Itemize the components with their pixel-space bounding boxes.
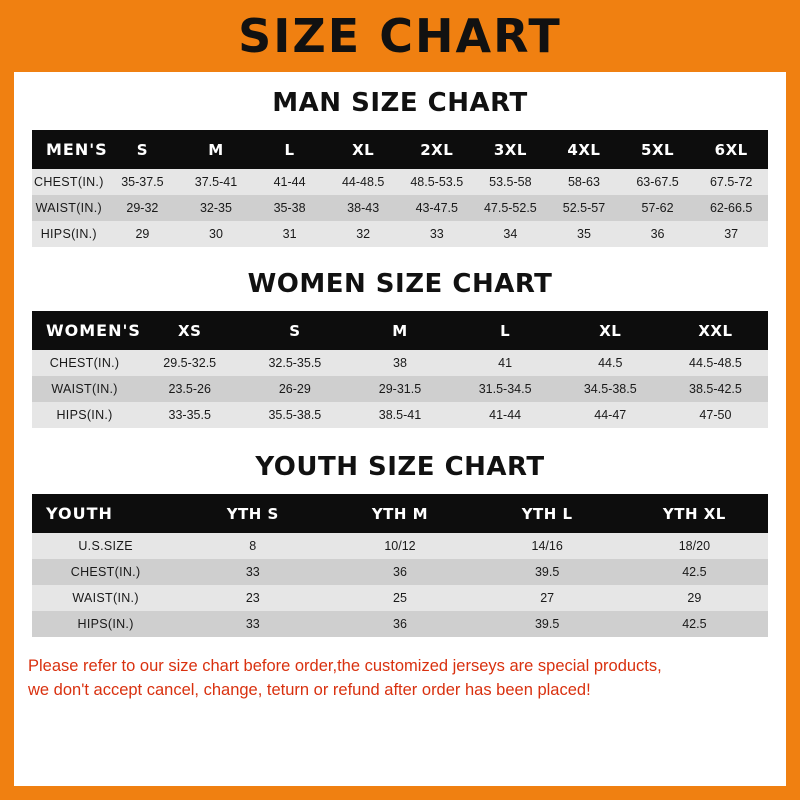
cell: 38 bbox=[347, 350, 452, 376]
row-label: WAIST(IN.) bbox=[32, 585, 179, 611]
table-row bbox=[32, 376, 768, 402]
cell: 36 bbox=[326, 559, 473, 585]
table-header-row bbox=[32, 494, 768, 533]
cell: 35.5-38.5 bbox=[242, 402, 347, 428]
table-row bbox=[32, 350, 768, 376]
cell: 32-35 bbox=[179, 195, 253, 221]
cell: 33-35.5 bbox=[137, 402, 242, 428]
row-label: WAIST(IN.) bbox=[32, 376, 137, 402]
cell: 43-47.5 bbox=[400, 195, 474, 221]
cell: 36 bbox=[621, 221, 695, 247]
cell: 23 bbox=[179, 585, 326, 611]
women-col-header: L bbox=[500, 321, 511, 340]
table-row bbox=[32, 559, 768, 585]
men-col-header: S bbox=[136, 140, 149, 159]
women-size-table bbox=[32, 311, 768, 428]
cell: 39.5 bbox=[474, 559, 621, 585]
cell: 42.5 bbox=[621, 611, 768, 637]
cell: 53.5-58 bbox=[474, 169, 548, 195]
cell: 44-47 bbox=[558, 402, 663, 428]
cell: 29-31.5 bbox=[347, 376, 452, 402]
youth-col-header: YTH S bbox=[226, 504, 279, 523]
cell: 34 bbox=[474, 221, 548, 247]
cell: 41 bbox=[453, 350, 558, 376]
men-size-table bbox=[32, 130, 768, 247]
row-label: CHEST(IN.) bbox=[32, 169, 106, 195]
cell: 33 bbox=[179, 559, 326, 585]
cell: 35 bbox=[547, 221, 621, 247]
men-col-header: 5XL bbox=[641, 140, 675, 159]
youth-col-header: YTH M bbox=[371, 504, 429, 523]
cell: 37.5-41 bbox=[179, 169, 253, 195]
men-section-title: MAN SIZE CHART bbox=[272, 88, 528, 118]
men-col-header: 6XL bbox=[714, 140, 748, 159]
cell: 52.5-57 bbox=[547, 195, 621, 221]
cell: 35-37.5 bbox=[106, 169, 180, 195]
table-row bbox=[32, 195, 768, 221]
cell: 8 bbox=[179, 533, 326, 559]
cell: 10/12 bbox=[326, 533, 473, 559]
cell: 38.5-42.5 bbox=[663, 376, 768, 402]
table-header-row bbox=[32, 311, 768, 350]
cell: 62-66.5 bbox=[694, 195, 768, 221]
men-col-header: 3XL bbox=[493, 140, 527, 159]
banner bbox=[0, 0, 800, 72]
cell: 47-50 bbox=[663, 402, 768, 428]
row-label: U.S.SIZE bbox=[32, 533, 179, 559]
table-header-row bbox=[32, 130, 768, 169]
cell: 18/20 bbox=[621, 533, 768, 559]
disclaimer-note bbox=[28, 655, 772, 703]
cell: 32.5-35.5 bbox=[242, 350, 347, 376]
youth-col-header: YTH L bbox=[521, 504, 573, 523]
bottom-strip bbox=[0, 786, 800, 800]
cell: 29 bbox=[621, 585, 768, 611]
cell: 39.5 bbox=[474, 611, 621, 637]
cell: 32 bbox=[326, 221, 400, 247]
cell: 48.5-53.5 bbox=[400, 169, 474, 195]
cell: 30 bbox=[179, 221, 253, 247]
cell: 35-38 bbox=[253, 195, 327, 221]
table-row bbox=[32, 402, 768, 428]
cell: 38.5-41 bbox=[347, 402, 452, 428]
women-section-title: WOMEN SIZE CHART bbox=[247, 269, 553, 299]
row-label: WAIST(IN.) bbox=[32, 195, 106, 221]
youth-corner-label: YOUTH bbox=[46, 504, 113, 523]
men-col-header: 2XL bbox=[420, 140, 454, 159]
cell: 41-44 bbox=[453, 402, 558, 428]
row-label: CHEST(IN.) bbox=[32, 559, 179, 585]
men-corner-label: MEN'S bbox=[46, 140, 108, 159]
cell: 36 bbox=[326, 611, 473, 637]
cell: 29 bbox=[106, 221, 180, 247]
row-label: CHEST(IN.) bbox=[32, 350, 137, 376]
table-row bbox=[32, 585, 768, 611]
women-col-header: M bbox=[392, 321, 408, 340]
cell: 33 bbox=[400, 221, 474, 247]
cell: 31.5-34.5 bbox=[453, 376, 558, 402]
table-row bbox=[32, 533, 768, 559]
men-col-header: L bbox=[284, 140, 295, 159]
cell: 44.5-48.5 bbox=[663, 350, 768, 376]
women-section bbox=[14, 269, 786, 428]
table-row bbox=[32, 221, 768, 247]
youth-col-header: YTH XL bbox=[662, 504, 726, 523]
youth-section bbox=[14, 452, 786, 637]
cell: 31 bbox=[253, 221, 327, 247]
women-col-header: S bbox=[289, 321, 301, 340]
youth-section-title: YOUTH SIZE CHART bbox=[255, 452, 545, 482]
cell: 41-44 bbox=[253, 169, 327, 195]
disclaimer-line-1: Please refer to our size chart before order,the customized jerseys are special products, bbox=[28, 657, 662, 675]
cell: 27 bbox=[474, 585, 621, 611]
cell: 25 bbox=[326, 585, 473, 611]
row-label: HIPS(IN.) bbox=[32, 611, 179, 637]
page-title: SIZE CHART bbox=[238, 9, 562, 63]
men-col-header: M bbox=[208, 140, 224, 159]
cell: 47.5-52.5 bbox=[474, 195, 548, 221]
men-section bbox=[14, 88, 786, 247]
cell: 26-29 bbox=[242, 376, 347, 402]
row-label: HIPS(IN.) bbox=[32, 221, 106, 247]
cell: 57-62 bbox=[621, 195, 695, 221]
cell: 33 bbox=[179, 611, 326, 637]
cell: 44-48.5 bbox=[326, 169, 400, 195]
cell: 34.5-38.5 bbox=[558, 376, 663, 402]
cell: 29-32 bbox=[106, 195, 180, 221]
women-corner-label: WOMEN'S bbox=[46, 321, 141, 340]
cell: 23.5-26 bbox=[137, 376, 242, 402]
cell: 67.5-72 bbox=[694, 169, 768, 195]
women-col-header: XS bbox=[178, 321, 202, 340]
cell: 44.5 bbox=[558, 350, 663, 376]
cell: 37 bbox=[694, 221, 768, 247]
cell: 38-43 bbox=[326, 195, 400, 221]
table-row bbox=[32, 169, 768, 195]
women-col-header: XL bbox=[599, 321, 622, 340]
cell: 58-63 bbox=[547, 169, 621, 195]
cell: 29.5-32.5 bbox=[137, 350, 242, 376]
row-label: HIPS(IN.) bbox=[32, 402, 137, 428]
women-col-header: XXL bbox=[698, 321, 733, 340]
disclaimer-line-2: we don't accept cancel, change, teturn or refund after order has been placed! bbox=[28, 680, 591, 699]
men-col-header: 4XL bbox=[567, 140, 601, 159]
cell: 14/16 bbox=[474, 533, 621, 559]
cell: 63-67.5 bbox=[621, 169, 695, 195]
table-row bbox=[32, 611, 768, 637]
youth-size-table bbox=[32, 494, 768, 637]
men-col-header: XL bbox=[352, 140, 375, 159]
cell: 42.5 bbox=[621, 559, 768, 585]
